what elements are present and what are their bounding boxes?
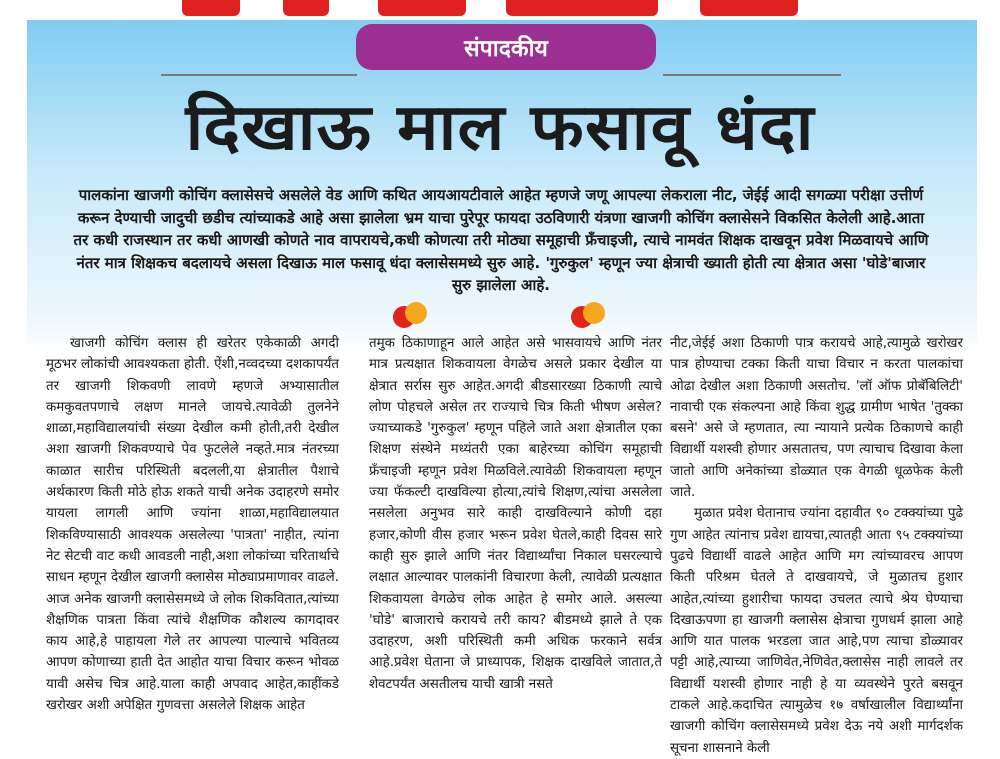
masthead-shape [700, 0, 798, 16]
paragraph: नीट,जेईई अशा ठिकाणी पात्र करायचे आहे,त्यामुळे खरोखर पात्र होण्याचा टक्का किती याचा विचार न करता पालकांचा ओढा देखील अशा ठिकाणी असतोच. 'लॉ ऑफ प्रोबॅबिलिटी' नावाची एक संकल्पना आहे किंवा शुद्ध ग्रामीण भाषेत 'तुक्का बसने' असे जे म्हणतात, त्या न्यायाने प्रत्येक ठिकाणचे काही विद्यार्थी यशस्वी होणार असतातच, पण त्याचाच दिखावा केला जातो आणि अनेकांच्या डोळ्यात एक वेगळी धूळफेक केली जाते. [670, 336, 963, 501]
section-label: संपादकीय [356, 24, 656, 70]
paragraph: तमुक ठिकाणाहून आले आहेत असे भासवायचे आणि नंतर मात्र प्रत्यक्षात शिकवायला वेगळेच असले प्रकार देखील या क्षेत्रात सर्रास सुरु आहेत.अगदी बीडसारख्या ठिकाणी त्याचे लोण पोहचले असेल तर राज्याचे चित्र किती भीषण असेल? ज्याच्याकडे 'गुरुकुल' म्हणून पहिले जाते अशा क्षेत्रातील एका शिक्षण संस्थेने मध्यंतरी एका बाहेरच्या कोचिंग समूहाची फ्रँचाइजी म्हणून प्रवेश मिळविले.त्यावेळी शिकवायला म्हणून ज्या फॅकल्टी दाखविल्या होत्या,त्यांचे शिक्षण,त्यांचा असलेला नसलेला अनुभव सारे काही दाखविल्याने कोणी दहा हजार,कोणी वीस हजार भरून प्रवेश घेतले,काही दिवस सारे काही सुरु झाले आणि नंतर विद्यार्थ्यांचा निकाल घसरल्याचे लक्षात आल्यावर पालकांनी विचारणा केली, त्यावेळी प्रत्यक्षात शिकवायला वेगळेच लोक आहेत हे समोर आले. असल्या 'घोडे' बाजाराचे करायचे तरी काय? बीडमध्ये झाले ते एक उदाहरण, अशी परिस्थिती कमी अधिक फरकाने सर्वत्र आहे.प्रवेश घेताना जे प्राध्यापक, शिक्षक दाखविले जातात,ते शेवटपर्यंत असतीलच याची खात्री नसते [369, 336, 662, 692]
divider-right [663, 74, 841, 76]
masthead-remnant [0, 0, 1000, 20]
masthead-shape [182, 0, 240, 16]
ornament-dot [405, 302, 427, 324]
ornament-dot [583, 302, 605, 324]
paragraph: खाजगी कोचिंग क्लास ही खरेतर एकेकाळी अगदी मूठभर लोकांची आवश्यकता होती. ऐंशी,नव्वदच्या दशकापर्यंत तर खाजगी शिकवणी लावणे म्हणजे अभ्यासातील कमकुवतपणाचे लक्षण मानले जायचे.त्यावेळी तुलनेने शाळा,महाविद्यालयांची संख्या देखील कमी होती,तरी देखील अशा खाजगी शिकवण्याचे पेव फुटलेले नव्हते.मात्र नंतरच्या काळात सारीच परिस्थिती बदलली,या क्षेत्रातील पैशाचे अर्थकारण किती मोठे होऊ शकते याची अनेक उदाहरणे समोर यायला लागली आणि ज्यांना शाळा,महाविद्यालयात शिकविण्यासाठी आवश्यक असलेल्या 'पात्रता' नाहीत, त्यांना नेट सेटची वाट कधी आवडली नाही,अशा लोकांच्या चरितार्थाचे साधन म्हणून देखील खाजगी क्लासेस मोठ्याप्रमाणावर वाढले. [46, 336, 339, 586]
masthead-shape [506, 0, 658, 16]
column-ornament-left [393, 302, 429, 330]
article-column-2 [369, 333, 662, 695]
masthead-shape [283, 0, 329, 16]
paragraph: मुळात प्रवेश घेतानाच ज्यांना दहावीत ९० टक्क्यांच्या पुढे गुण आहेत त्यांनाच प्रवेश द्यायचा,त्यातही आता ९५ टक्क्यांच्या पुढचे विद्यार्थी वाढले आहेत आणि मग त्यांच्यावरच आपण किती परिश्रम घेतले ते दाखवायचे, जे मुळातच हुशार आहेत,त्यांच्या हुशारीचा फायदा उचलत त्याचे श्रेय घेण्याचा दिखाऊपणा हा खाजगी क्लासेस क्षेत्राचा गुणधर्म झाला आहे आणि यात पालक भरडला जात आहे,पण त्याचा डोळ्यावर पट्टी आहे,त्याच्या जाणिवेत,नेणिवेत,क्लासेस नाही लावले तर विद्यार्थी यशस्वी होणार नाही हे या व्यवस्थेने पुरते बसवून टाकले आहे.कदाचित त्यामुळेच १७ वर्षाखालील विद्यार्थ्यांना खाजगी कोचिंग क्लासेसमध्ये प्रवेश देऊ नये अशी मार्गदर्शक सूचना शासनाने केली [670, 506, 963, 756]
column-ornament-right [571, 302, 607, 330]
divider-left [161, 74, 357, 76]
article-column-3 [670, 333, 963, 759]
article-column-1 [46, 333, 339, 716]
masthead-shape [378, 0, 466, 16]
paragraph: आज अनेक खाजगी क्लासेसमध्ये जे लोक शिकवितात,त्यांच्या शैक्षणिक पात्रता किंवा त्यांचे शैक्षणिक कौशल्य कागदावर काय आहे,हे पाहायला गेले तर आपल्या पाल्याचे भवितव्य आपण कोणाच्या हाती देत आहोत याचा विचार करून भोवळ यावी असेच चित्र आहे.याला काही अपवाद आहेत,काहींकडे खरोखर अशी अपेक्षित गुणवत्ता असलेले शिक्षक आहेत [46, 591, 339, 714]
intro-summary: पालकांना खाजगी कोचिंग क्लासेसचे असलेले वेड आणि कथित आयआयटीवाले आहेत म्हणजे जणू आपल्या लेकराला नीट, जेईई आदी सगळ्या परीक्षा उत्तीर्ण करून देण्याची जादुची छडीच त्यांच्याकडे आहे असा झालेला भ्रम याचा पुरेपूर फायदा उठविणारी यंत्रणा खाजगी कोचिंग क्लासेसने विकसित केलेली आहे.आता तर कधी राजस्थान तर कधी आणखी कोणते नाव वापरायचे,कधी कोणत्या तरी मोठ्या समूहाची फ्रँचाइजी, त्याचे नामवंत शिक्षक दाखवून प्रवेश मिळवायचे आणि नंतर मात्र शिक्षकच बदलायचे असला दिखाऊ माल फसावू धंदा क्लासेसमध्ये सुरु आहे. 'गुरुकुल' म्हणून ज्या क्षेत्राची ख्याती होती त्या क्षेत्रात असा 'घोडे'बाजार सुरु झालेला आहे. [73, 186, 929, 294]
headline: दिखाऊ माल फसावू धंदा [185, 91, 815, 165]
